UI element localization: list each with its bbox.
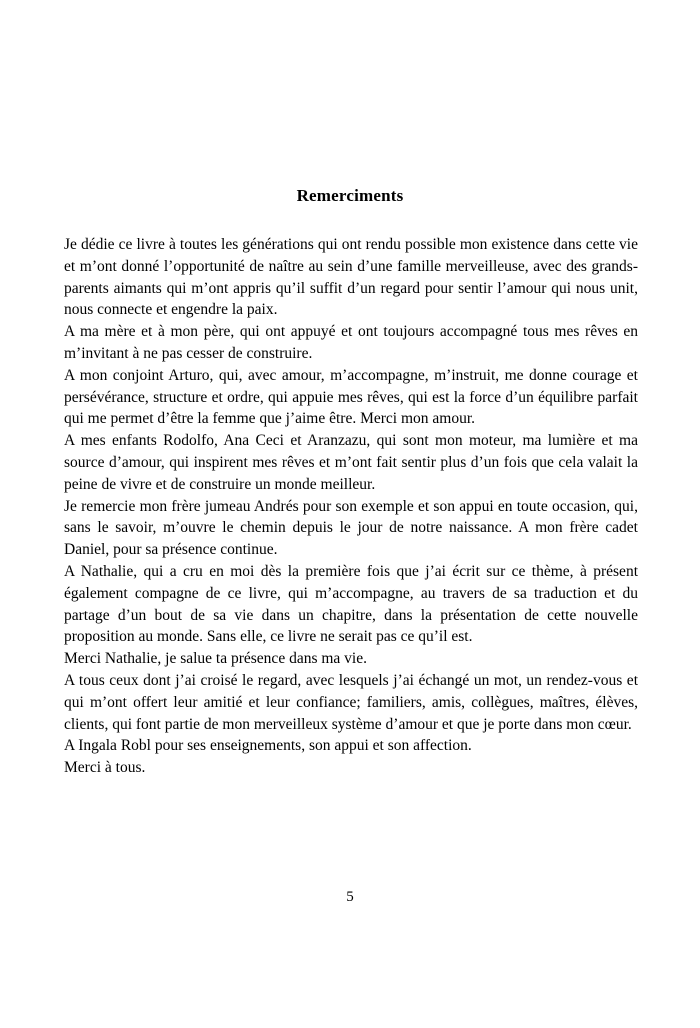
document-body [64, 234, 638, 779]
paragraph: A mon conjoint Arturo, qui, avec amour, m’accompagne, m’instruit, me donne courage et persévérance, structure et ordre, qui appuie mes rêves, qui est la force d’un équilibre parfait qui me permet d’être la femme que j’aime être. Merci mon amour. [64, 366, 638, 428]
page-number: 5 [346, 889, 354, 905]
paragraph: A tous ceux dont j’ai croisé le regard, avec lesquels j’ai échangé un mot, un rendez-vous et qui m’ont offert leur amitié et leur confiance; familiers, amis, collègues, maîtres, élèves, clients, qui font partie de mon merveilleux système d’amour et que je porte dans mon cœur. [64, 671, 638, 733]
paragraph: A Nathalie, qui a cru en moi dès la première fois que j’ai écrit sur ce thème, à présent également compagne de ce livre, qui m’accompagne, au travers de sa traduction et du partage d’un bout de sa vie dans un chapitre, dans la présentation de cette nouvelle proposition au monde. Sans elle, ce livre ne serait pas ce qu’il est. [64, 562, 638, 646]
paragraph: A ma mère et à mon père, qui ont appuyé et ont toujours accompagné tous mes rêves en m’invitant à ne pas cesser de construire. [64, 323, 638, 362]
paragraph: A mes enfants Rodolfo, Ana Ceci et Aranzazu, qui sont mon moteur, ma lumière et ma source d’amour, qui inspirent mes rêves et m’ont fait sentir plus d’un fois que cela valait la peine de vivre et de construire un monde meilleur. [64, 432, 638, 493]
paragraph: Merci à tous. [64, 759, 146, 777]
paragraph: Merci Nathalie, je salue ta présence dans ma vie. [64, 650, 367, 668]
paragraph: Je dédie ce livre à toutes les générations qui ont rendu possible mon existence dans cette vie et m’ont donné l’opportunité de naître au sein d’une famille merveilleuse, avec des grands-parents aimants qui m’ont appris qu’il suffit d’un regard pour sentir l’amour qui nous unit, nous connecte et engendre la paix. [64, 236, 638, 319]
paragraph: A Ingala Robl pour ses enseignements, son appui et son affection. [64, 737, 472, 755]
page-title: Remerciments [296, 186, 404, 205]
paragraph: Je remercie mon frère jumeau Andrés pour son exemple et son appui en toute occasion, qui, sans le savoir, m’ouvre le chemin depuis le jour de notre naissance. A mon frère cadet Daniel, pour sa présence continue. [64, 497, 638, 559]
